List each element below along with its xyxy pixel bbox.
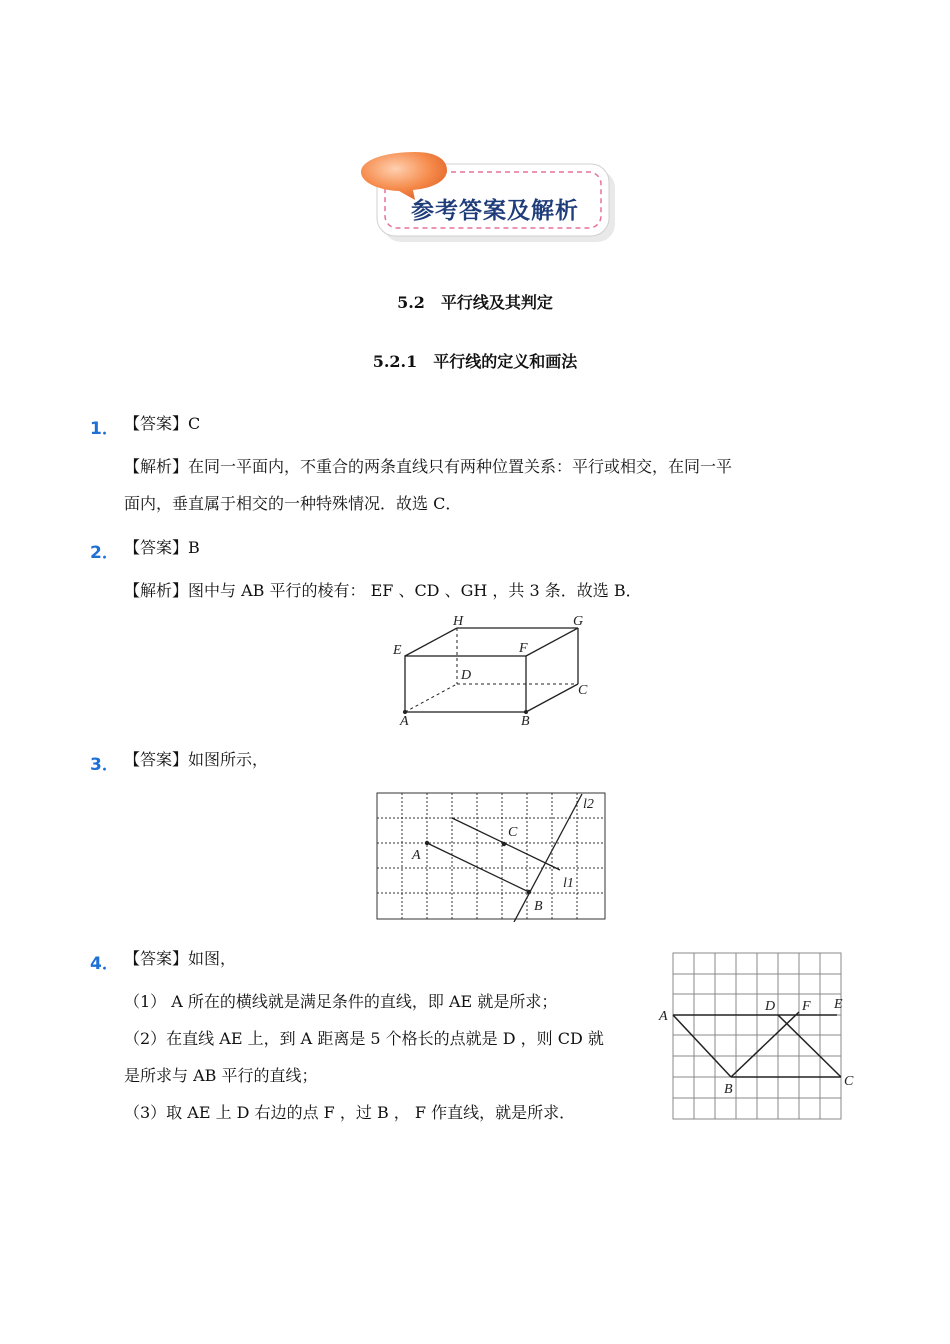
label-l1: l1: [563, 876, 574, 891]
label-G: G: [573, 614, 584, 629]
question-1-number: 1．: [90, 419, 119, 439]
label-E: E: [834, 997, 843, 1012]
question-2-answer: 【答案】B: [124, 538, 200, 557]
question-2-analysis: 【解析】图中与 AB 平行的棱有： EF 、CD 、GH ，共 3 条．故选 B．: [124, 581, 642, 600]
question-1-analysis-line-1: 【解析】在同一平面内，不重合的两条直线只有两种位置关系：平行或相交，在同一平: [124, 457, 733, 476]
label-E: E: [393, 643, 402, 658]
question-4-analysis-line-1: （1） A 所在的横线就是满足条件的直线，即 AE 就是所求；: [124, 992, 558, 1011]
label-B: B: [521, 714, 530, 728]
question-3-answer: 【答案】如图所示，: [124, 750, 269, 769]
label-F: F: [802, 999, 811, 1014]
question-4-answer: 【答案】如图，: [124, 949, 237, 968]
question-2-number: 2．: [90, 543, 119, 563]
grid-construction-figure: [655, 950, 865, 1122]
label-B: B: [534, 899, 543, 914]
question-3-number: 3．: [90, 755, 119, 775]
label-D: D: [765, 999, 776, 1014]
section-title: 5.2 平行线及其判定: [397, 293, 553, 312]
question-4-analysis-line-3: 是所求与 AB 平行的直线；: [124, 1066, 318, 1085]
label-C: C: [508, 825, 518, 840]
label-A: A: [412, 848, 421, 863]
label-D: D: [461, 668, 472, 683]
question-4-analysis-line-2: （2）在直线 AE 上，到 A 距离是 5 个格长的点就是 D ，则 CD 就: [124, 1029, 604, 1048]
label-l2: l2: [583, 797, 594, 812]
label-C: C: [844, 1074, 854, 1089]
label-B: B: [724, 1082, 733, 1097]
label-A: A: [659, 1009, 668, 1024]
label-F: F: [519, 641, 528, 656]
question-1-answer: 【答案】C: [124, 414, 201, 433]
section-subtitle: 5.2.1 平行线的定义和画法: [372, 352, 578, 371]
label-A: A: [400, 714, 409, 728]
label-H: H: [453, 614, 464, 629]
question-1-analysis-line-2: 面内，垂直属于相交的一种特殊情况．故选 C．: [124, 494, 462, 513]
question-4-analysis-line-4: （3）取 AE 上 D 右边的点 F ，过 B ， F 作直线，就是所求．: [124, 1103, 576, 1122]
cuboid-figure: [385, 612, 595, 728]
label-C: C: [578, 683, 588, 698]
question-4-number: 4．: [90, 954, 119, 974]
grid-parallel-figure: [374, 790, 610, 922]
banner-title: 参考答案及解析: [411, 198, 579, 224]
